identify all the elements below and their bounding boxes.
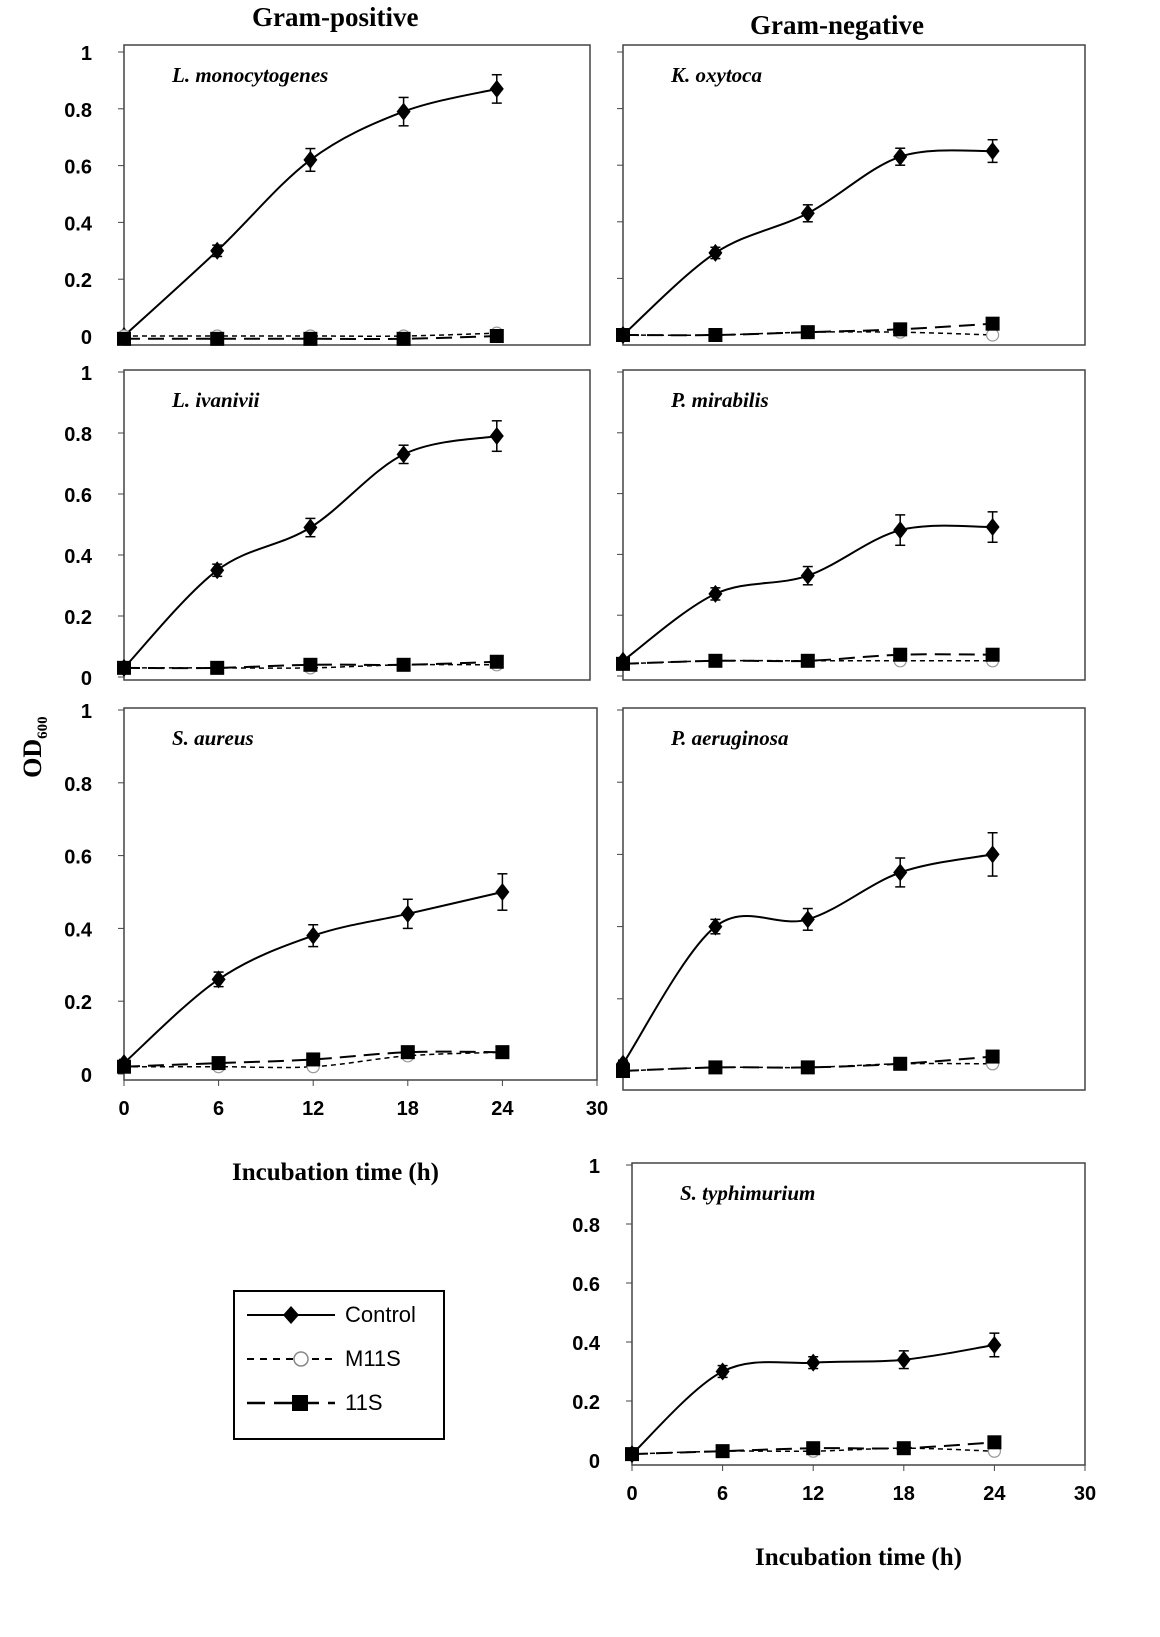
plot-frame xyxy=(632,1163,1085,1465)
y-tick-label: 0.8 xyxy=(572,1215,600,1237)
x-tick-label: 6 xyxy=(717,1483,729,1505)
data-point-control xyxy=(303,151,317,169)
panel-title: S. typhimurium xyxy=(680,1181,816,1205)
y-tick-label: 0.4 xyxy=(572,1333,600,1355)
x-tick-label: 0 xyxy=(118,1098,130,1120)
series-line-control xyxy=(124,436,497,668)
panel-title: L. monocytogenes xyxy=(172,63,329,87)
series-line-control xyxy=(623,150,993,335)
data-point-11s xyxy=(801,1060,815,1074)
x-axis-label: Incubation time (h) xyxy=(232,1159,439,1186)
data-point-11s xyxy=(625,1447,639,1461)
title-gram-negative: Gram-negative xyxy=(750,10,924,40)
panel-title: S. aureus xyxy=(172,726,254,750)
legend-swatch-11s xyxy=(245,1388,340,1418)
panel-title: P. mirabilis xyxy=(671,388,769,412)
legend-swatch-m11s xyxy=(245,1344,340,1374)
y-tick-label: 0.6 xyxy=(64,485,92,507)
data-point-11s xyxy=(987,1435,1001,1449)
legend xyxy=(233,1290,445,1440)
y-tick-label: 1 xyxy=(80,701,92,723)
y-tick-label: 0.4 xyxy=(64,919,92,942)
series-line-control xyxy=(124,892,502,1063)
plot-frame xyxy=(623,370,1085,680)
data-point-11s xyxy=(708,1060,722,1074)
panel-6 xyxy=(616,708,1085,1090)
data-point-control xyxy=(397,103,411,121)
x-tick-label: 18 xyxy=(892,1483,915,1505)
data-point-11s xyxy=(397,658,411,672)
title-gram-positive: Gram-positive xyxy=(252,2,419,32)
plot-frame xyxy=(124,45,590,345)
data-point-control xyxy=(987,1336,1001,1354)
data-point-control xyxy=(986,518,1000,536)
data-point-control xyxy=(495,883,509,901)
legend-label-11s: 11S xyxy=(345,1390,383,1415)
data-point-control xyxy=(397,445,411,463)
data-point-11s xyxy=(801,325,815,339)
data-point-11s xyxy=(893,322,907,336)
y-axis-label-subscript: 600 xyxy=(35,716,52,739)
data-point-11s xyxy=(708,328,722,342)
x-tick-label: 12 xyxy=(802,1483,825,1505)
data-point-11s xyxy=(490,329,504,343)
x-tick-label: 12 xyxy=(302,1098,325,1120)
data-point-11s xyxy=(117,661,131,675)
y-tick-label: 0.8 xyxy=(64,773,92,796)
data-point-11s xyxy=(210,661,224,675)
data-point-11s xyxy=(495,1045,509,1059)
data-point-11s xyxy=(306,1052,320,1066)
panel-1 xyxy=(64,43,590,349)
data-point-11s xyxy=(616,328,630,342)
y-tick-label: 0 xyxy=(588,1451,600,1473)
data-point-11s xyxy=(801,654,815,668)
panel-5 xyxy=(64,701,608,1186)
y-tick-label: 0.6 xyxy=(64,846,92,869)
data-point-control xyxy=(986,845,1000,863)
y-tick-label: 0.2 xyxy=(64,607,92,629)
series-line-control xyxy=(124,89,497,336)
y-tick-label: 0.8 xyxy=(64,99,92,122)
x-tick-label: 24 xyxy=(491,1098,514,1120)
data-point-control xyxy=(801,910,815,928)
y-tick-label: 0 xyxy=(80,668,92,690)
data-point-11s xyxy=(893,648,907,662)
y-tick-label: 0.6 xyxy=(64,156,92,179)
panel-2 xyxy=(616,45,1085,345)
data-point-11s xyxy=(708,654,722,668)
legend-item-m11s xyxy=(245,1344,440,1374)
data-point-11s xyxy=(986,648,1000,662)
y-tick-label: 1 xyxy=(80,363,92,385)
data-point-control xyxy=(708,918,722,936)
data-point-control xyxy=(212,970,226,988)
data-point-11s xyxy=(401,1045,415,1059)
x-tick-label: 30 xyxy=(585,1098,609,1120)
data-point-11s xyxy=(117,332,131,346)
plot-frame xyxy=(623,708,1085,1090)
y-tick-label: 0 xyxy=(80,327,92,349)
x-tick-label: 24 xyxy=(983,1483,1006,1505)
panel-4 xyxy=(616,370,1085,680)
data-point-control xyxy=(986,142,1000,160)
y-tick-label: 0.2 xyxy=(64,992,92,1015)
data-point-11s xyxy=(897,1441,911,1455)
data-point-control xyxy=(401,905,415,923)
data-point-11s xyxy=(397,332,411,346)
data-point-11s xyxy=(210,332,224,346)
x-tick-label: 0 xyxy=(626,1483,638,1505)
data-point-11s xyxy=(616,1064,630,1078)
x-tick-label: 6 xyxy=(213,1098,225,1120)
series-line-control xyxy=(623,526,993,661)
series-line-control xyxy=(623,854,993,1063)
data-point-control xyxy=(306,927,320,945)
y-tick-label: 0 xyxy=(80,1065,92,1087)
legend-item-11s xyxy=(245,1388,440,1418)
data-point-11s xyxy=(616,657,630,671)
panel-3 xyxy=(64,363,590,690)
data-point-control xyxy=(893,863,907,881)
x-tick-label: 30 xyxy=(1073,1483,1097,1505)
y-tick-label: 0.4 xyxy=(64,213,92,236)
data-point-control xyxy=(490,427,504,445)
y-tick-label: 0.6 xyxy=(572,1274,600,1296)
data-point-control xyxy=(801,204,815,222)
data-point-11s xyxy=(490,655,504,669)
panel-title: P. aeruginosa xyxy=(671,726,789,750)
y-tick-label: 1 xyxy=(80,43,92,65)
data-point-11s xyxy=(986,317,1000,331)
data-point-11s xyxy=(893,1057,907,1071)
data-point-11s xyxy=(806,1441,820,1455)
data-point-control xyxy=(893,521,907,539)
legend-swatch-control xyxy=(245,1300,340,1330)
data-point-control xyxy=(490,80,504,98)
legend-label-m11s: M11S xyxy=(345,1346,401,1371)
y-axis-label-main: OD xyxy=(17,738,47,778)
panel-title: K. oxytoca xyxy=(671,63,762,87)
y-tick-label: 0.8 xyxy=(64,424,92,446)
data-point-control xyxy=(801,567,815,585)
data-point-control xyxy=(897,1351,911,1369)
data-point-control xyxy=(303,519,317,537)
data-point-11s xyxy=(117,1060,131,1074)
data-point-11s xyxy=(986,1050,1000,1064)
data-point-11s xyxy=(212,1056,226,1070)
x-axis-label: Incubation time (h) xyxy=(755,1544,962,1571)
data-point-11s xyxy=(303,658,317,672)
y-tick-label: 0.2 xyxy=(64,270,92,293)
data-point-control xyxy=(893,148,907,166)
y-tick-label: 0.2 xyxy=(572,1392,600,1414)
legend-item-control xyxy=(245,1300,440,1330)
plot-frame xyxy=(124,370,590,680)
plot-frame xyxy=(623,45,1085,345)
data-point-11s xyxy=(716,1444,730,1458)
legend-label-control: Control xyxy=(345,1302,416,1327)
panel-7 xyxy=(572,1156,1096,1571)
data-point-11s xyxy=(303,332,317,346)
panel-title: L. ivanivii xyxy=(172,388,260,412)
y-tick-label: 0.4 xyxy=(64,546,92,568)
data-point-m11s xyxy=(987,329,999,341)
plot-frame xyxy=(124,708,597,1080)
x-tick-label: 18 xyxy=(396,1098,419,1120)
y-tick-label: 1 xyxy=(588,1156,600,1178)
